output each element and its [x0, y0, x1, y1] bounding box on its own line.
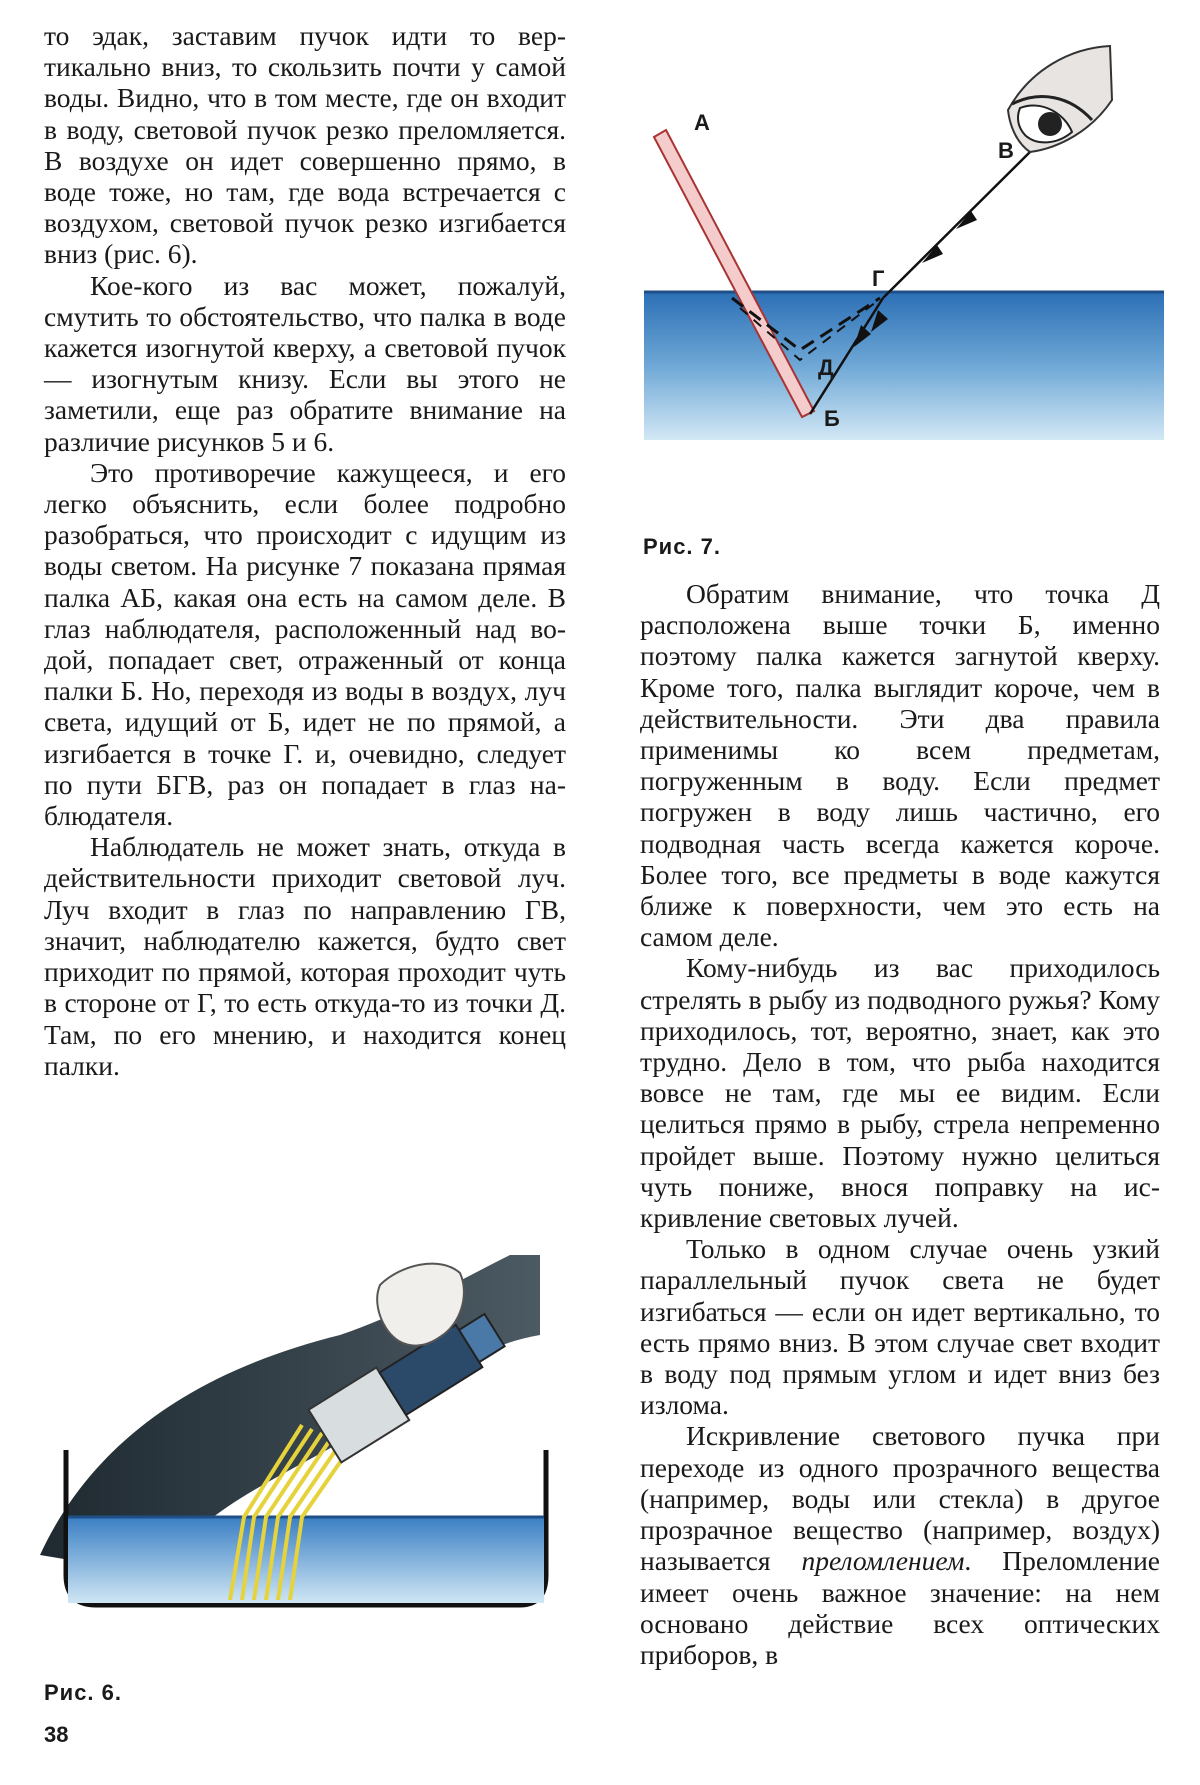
paragraph: Наблюдатель не может знать, откуда в действительности приходит световой луч. Луч входит в глаз по направлению ГВ, значит, наблюдателю кажется, будто свет приходит по прямой, которая проходит чуть в стороне от Г, то есть откуда-то из точки Д. Там, по его мнению, и находится конец палки. — [44, 831, 566, 1081]
paragraph: Кому-нибудь из вас приходилось стрелять в рыбу из подводного ружья? Кому приходилось, тот, вероятно, знает, как это трудно. Дело в том, что рыба находится вовсе не там, где мы ее видим. Если целиться прямо в рыбу, стрела непременно пройдет выше. Поэтому нужно целиться чуть пониже, внося поправку на искривление световых лучей. — [640, 952, 1160, 1234]
left-text-column — [44, 20, 566, 1081]
figure-6-caption: Рис. 6. — [44, 1680, 123, 1705]
label-b: Б — [824, 406, 840, 431]
label-a: А — [694, 110, 710, 135]
label-v: В — [998, 138, 1014, 163]
label-d: Д — [818, 355, 834, 380]
paragraph — [640, 1420, 1160, 1670]
paragraph: Это противоречие кажущееся, и его легко объяснить, если более подробно разобраться, что происходит с идущим из воды светом. На рисунке 7 показана прямая палка АБ, какая она есть на самом деле. В глаз наблюдателя, расположенный над водой, попадает свет, отраженный от конца палки Б. Но, переходя из воды в воздух, луч света, идущий от Б, идет не по прямой, а изгибается в точке Г. и, очевидно, следует по пути БГВ, раз он попадает в глаз наблюдателя. — [44, 456, 566, 832]
text-span: . Преломление имеет очень важное значение: на нем основано действие всех оптических приборов, в — [640, 1545, 1160, 1670]
ray-air — [883, 144, 1038, 298]
term-refraction: преломлением — [801, 1545, 965, 1577]
paragraph: Кое-кого из вас может, пожалуй, смутить то обстоятельство, что палка в воде кажется изогнутой кверху, а световой пучок — изогнутым книзу. Если вы этого не заметили, еще раз обратите внимание на различие рисунков 5 и 6. — [44, 269, 566, 457]
label-g: Г — [872, 266, 885, 291]
water-area — [644, 292, 1164, 440]
paragraph: то эдак, заставим пучок идти то вертикально вниз, то скользить почти у самой воды. Видно, что в том месте, где он входит в воду, световой пучок резко преломляется. В воздухе он идет совершенно прямо, в воде тоже, но там, где вода встречается с воздухом, световой пучок резко изгибается вниз (рис. 6). — [44, 20, 566, 270]
right-text-column — [640, 578, 1160, 1670]
figure-6-flashlight-in-water — [40, 1255, 560, 1675]
figure-7-refraction-diagram — [640, 40, 1180, 450]
paragraph: Только в одном случае очень узкий параллельный пучок света не будет изгибаться — если он идет вертикально, то есть прямо вниз. В этом случае свет входит в воду под прямым углом и идет вниз без излома. — [640, 1233, 1160, 1421]
paragraph: Обратим внимание, что точка Д расположена выше точки Б, именно поэтому палка кажется загнутой кверху. Кроме того, палка выглядит короче, чем в действительности. Эти два правила применимы ко всем предметам, погруженным в воду. Если предмет погружен в воду лишь частично, его подводная часть всегда кажется короче. Более того, все предметы в воде кажутся ближе к поверхности, чем это есть на самом деле. — [640, 578, 1160, 953]
eye-icon — [1008, 46, 1112, 152]
page-number: 38 — [44, 1722, 69, 1747]
water-area — [68, 1517, 544, 1603]
text-span: Искривление светового пучка при переходе из одного прозрачного вещества (например, воды или стекла) в другое прозрачное вещество (например, воздух) называется — [640, 1420, 1160, 1577]
figure-7-caption: Рис. 7. — [643, 534, 722, 559]
